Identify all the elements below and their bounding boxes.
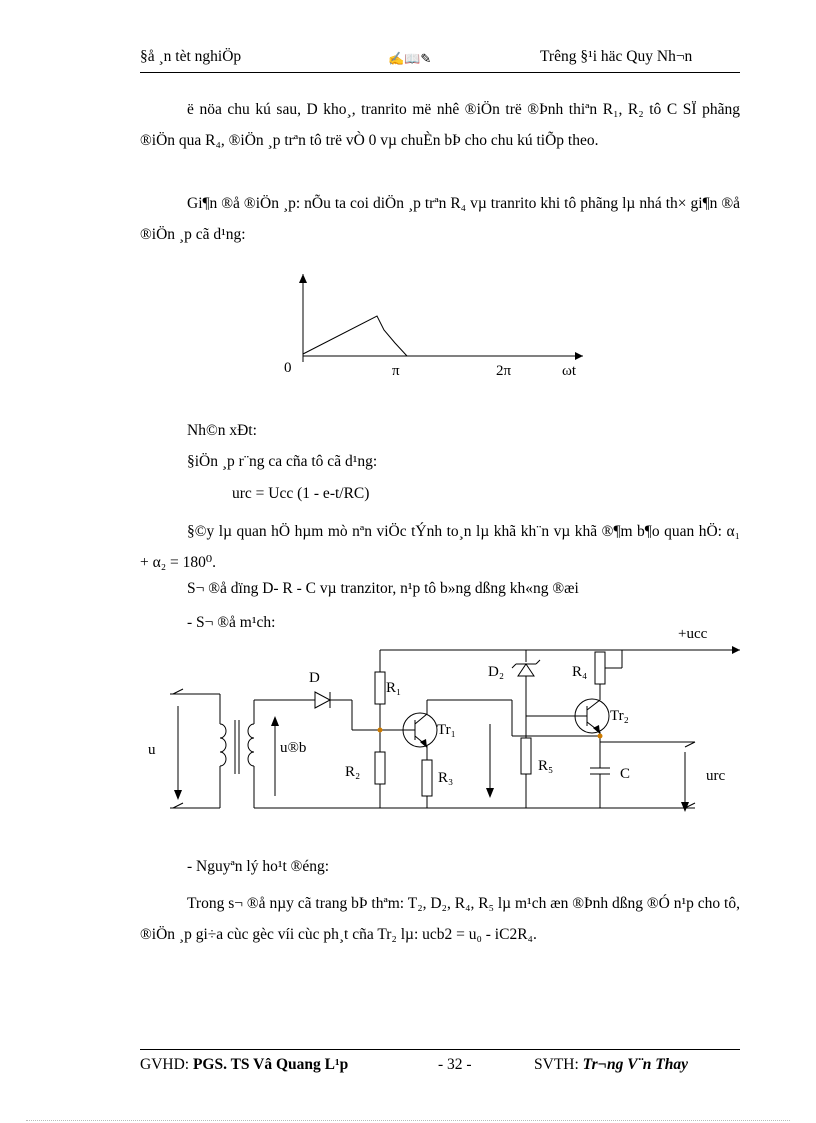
label-r4: R₄ — [572, 664, 588, 680]
label-r5: R₅ — [538, 758, 554, 774]
footer-gvhd — [140, 1056, 348, 1074]
label-r3: R₃ — [438, 770, 454, 786]
resistor-r5 — [521, 738, 531, 774]
footer-svth-name: Tr¬ng V¨n Thay — [582, 1056, 688, 1073]
sawtooth-voltage-text: §iÖn ¸p r¨ng ca cña tô cã d¹ng: — [187, 453, 378, 470]
label-ucc: +ucc — [678, 626, 708, 642]
scheme-description: S¬ ®å dïng D- R - C vµ tranzitor, n¹p tô b»ng dßng kh«ng ®æi — [187, 580, 579, 597]
transformer-secondary — [248, 724, 254, 766]
label-d: D — [309, 670, 320, 686]
diode-d — [315, 692, 330, 708]
footer-rule — [140, 1049, 740, 1050]
header-left: §å ¸n tèt nghiÖp — [140, 48, 242, 65]
footer-svth — [534, 1056, 688, 1074]
graph-x-arrow — [575, 352, 583, 360]
graph-sawtooth-curve — [303, 316, 407, 356]
label-c: C — [620, 766, 631, 782]
footer-gvhd-name: PGS. TS Vâ Quang L¹p — [192, 1056, 349, 1073]
principle-heading: - Nguyªn lý ho¹t ®éng: — [187, 858, 330, 875]
scheme-heading: - S¬ ®å m¹ch: — [187, 614, 276, 631]
graph-omegat-label: ωt — [562, 363, 577, 379]
page-bottom-border — [26, 1120, 790, 1121]
graph-y-arrow — [299, 274, 307, 283]
voltage-graph — [270, 262, 600, 390]
graph-pi-label: π — [392, 363, 400, 379]
footer-svth-label: SVTH: — [534, 1056, 579, 1073]
label-r2: R₂ — [345, 764, 361, 780]
label-u-db: u®b — [280, 740, 307, 756]
graph-origin-label: 0 — [284, 360, 292, 376]
paragraph-3: §©y lµ quan hÖ hµm mò nªn viÖc tÝnh to¸n lµ khã kh¨n vµ khã ®¶m b¶o quan hÖ: α₁ + α₂ = 180⁰. — [140, 523, 740, 571]
page-number: - 32 - — [438, 1056, 472, 1073]
label-urc: urc — [706, 768, 726, 784]
resistor-r1 — [375, 672, 385, 704]
resistor-r2 — [375, 752, 385, 784]
nhan-xet-heading: Nh©n xÐt: — [187, 422, 257, 439]
paragraph-1: ë nöa chu kú sau, D kho¸, tranrito më nhê ®iÖn trë ®Þnh thiªn R₁, R₂ tô C SÏ phãng ®iÖn qua R₄, ®iÖn ¸p trªn tô trë vÒ 0 vµ chuÈn bÞ cho chu kú tiÕp theo. — [140, 101, 740, 149]
label-tr2: Tr₂ — [610, 708, 629, 724]
header-ornament-icon: ✍📖✎ — [388, 51, 432, 66]
header-rule — [140, 72, 740, 73]
label-d2: D₂ — [488, 664, 505, 680]
circuit-diagram — [140, 620, 740, 830]
header-right: Trêng §¹i häc Quy Nh¬n — [540, 48, 693, 65]
footer-gvhd-label: GVHD: — [140, 1056, 190, 1073]
paragraph-4: Trong s¬ ®å nµy cã trang bÞ thªm: T₂, D₂, R₄, R₅ lµ m¹ch æn ®Þnh dßng ®Ó n¹p cho tô, ®iÖn ¸p gi÷a cùc gèc víi cùc ph¸t cña Tr₂ lµ: ucb2 = u₀ - iC2R₄. — [140, 895, 740, 943]
label-r1: R₁ — [386, 680, 402, 696]
resistor-r3 — [422, 760, 432, 796]
zener-d2 — [518, 664, 534, 676]
label-u: u — [148, 742, 156, 758]
label-tr1: Tr₁ — [437, 722, 456, 738]
transformer-primary — [220, 724, 226, 766]
resistor-r4 — [595, 652, 605, 684]
paragraph-2: Gi¶n ®å ®iÖn ¸p: nÕu ta coi diÖn ¸p trªn R₄ vµ tranrito khi tô phãng lµ nhá th× gi¶n ®å ®iÖn ¸p cã d¹ng: — [140, 195, 740, 243]
graph-2pi-label: 2π — [496, 363, 512, 379]
capacitor-formula: urc = Ucc (1 - e-t/RC) — [232, 485, 370, 502]
